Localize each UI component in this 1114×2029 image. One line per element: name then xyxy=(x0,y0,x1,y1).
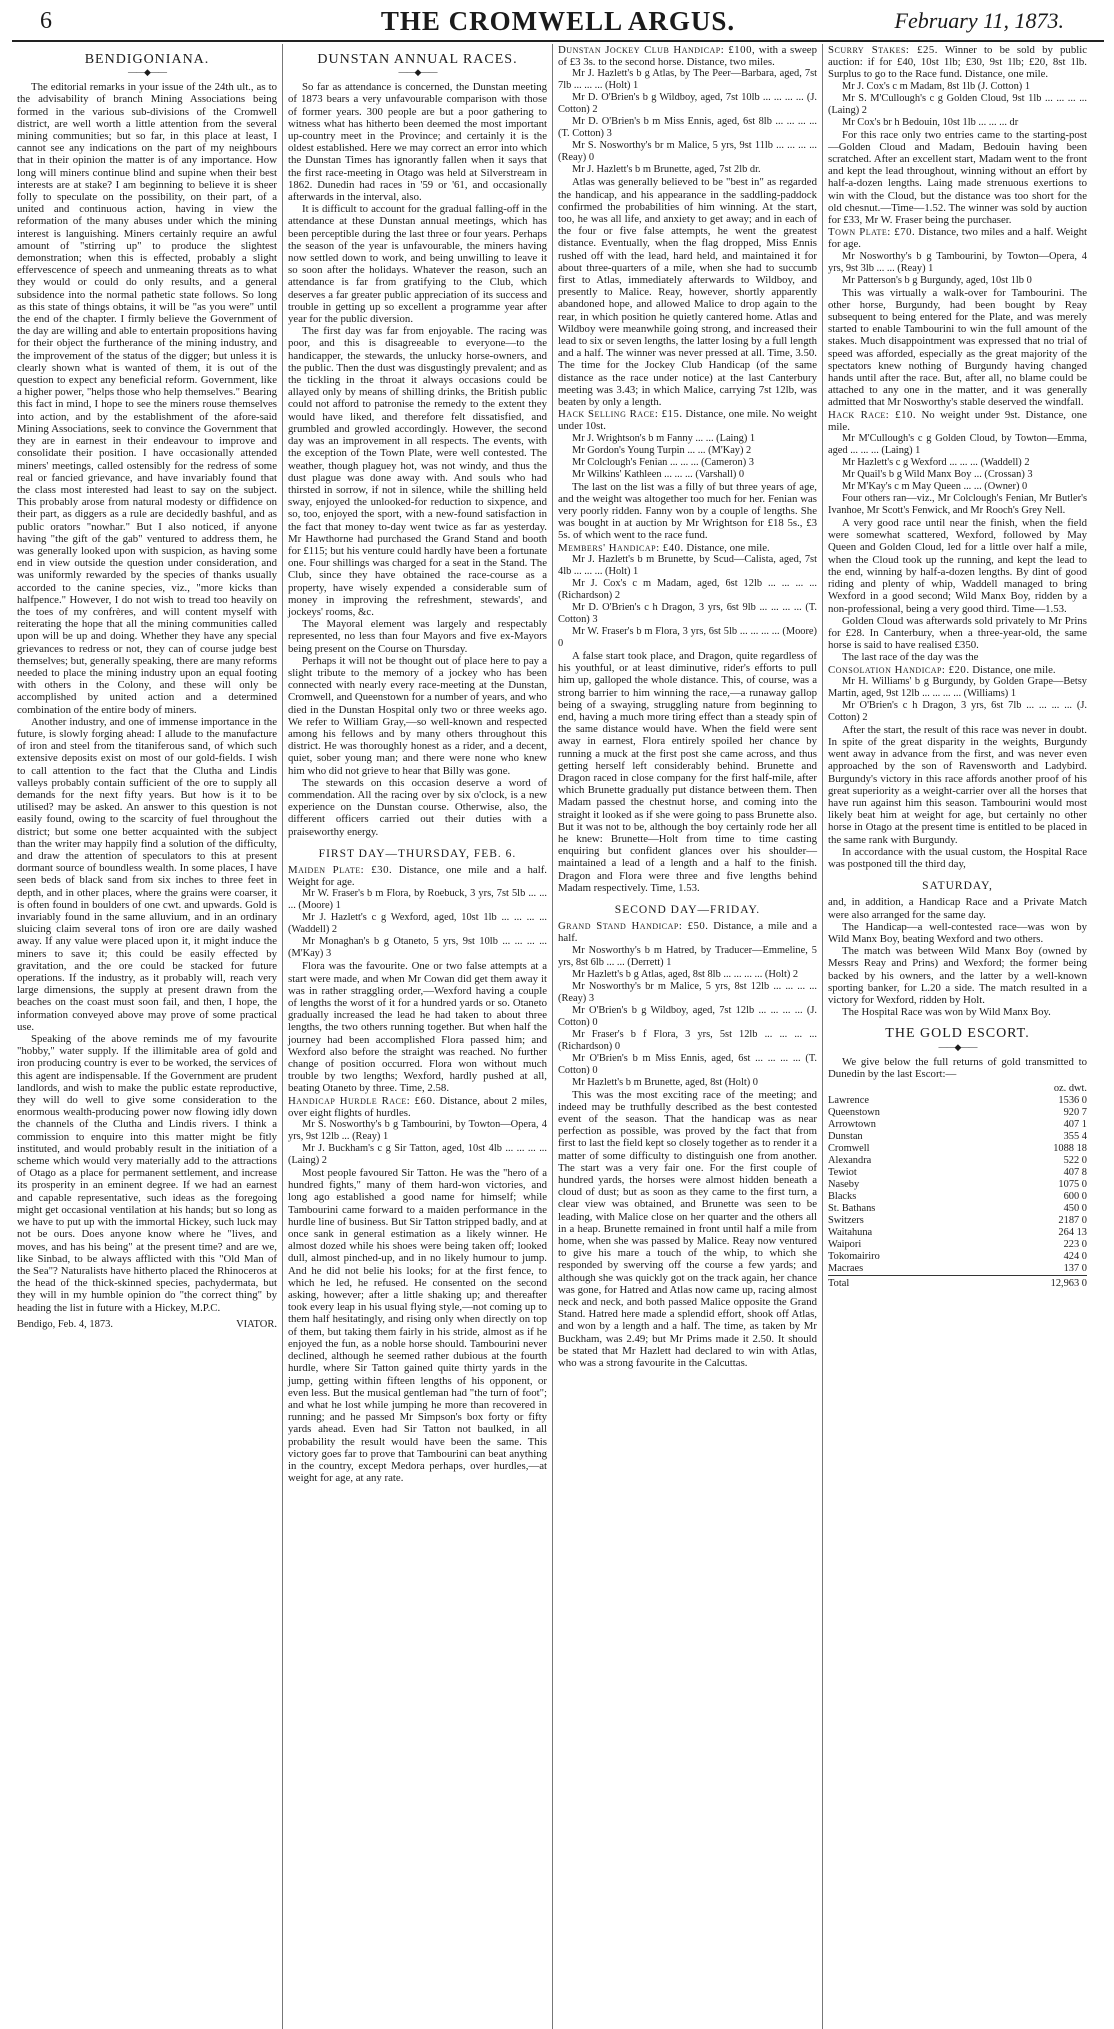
gold-amount: 264 13 xyxy=(1058,1227,1087,1238)
race-heading xyxy=(288,1095,547,1119)
race-entry: Mr M'Kay's c m May Queen ... ... (Owner) 0 xyxy=(842,481,1028,493)
race-entry: Mr Nosworthy's br m Malice, 5 yrs, 8st 12lb ... ... ... ... (Reay) 3 xyxy=(558,980,817,1004)
race-title: Grand Stand Handicap: £50. xyxy=(558,920,709,933)
race-report: Flora was the favourite. One or two false attempts at a start were made, and when Mr Cowan did get them away it was in rather straggling order,—Wexford having a couple of lengths the worst of it for a hundred yards or so. Otaneto gradually increased the lead he had taken to about three lengths, the two others running together. But when half the journey had been accomplished Flora passed him; and Wexford also before the straight was reached. No further change of position occurred. Flora won without much trouble by two lengths; Wexford, hardly pushed at all, beating Otaneto by three. Time, 2.58. xyxy=(288,960,547,1095)
race-report: A false start took place, and Dragon, quite regardless of his youthful, or at least diminutive, rider's efforts to pull him up, galloped the whole distance. This, of course, was a strong barrier to him winning the race,—a runaway gallop being of a swaying, struggling nature from beginning to end, having a much more tiring effect than a steady spin of the same distance would have. When the field were sent away in earnest, Flora entirely spoiled her chance by running a muck at the first post she came across, and thus getting herself left considerably behind. Brunette and Dragon raced in close company for the first half-mile, after which Brunette gradually put distance between them. Then Madam passed the chestnut horse, and coming into the straight it looked as if she were going to pass Brunette also. But it was not to be, although the boy certainly rode her all he knew: Brunette—Holt from time to time casting enquiring but confident glances over his shoulder—maintained a lead of a length and a half to the finish. Dragon and Flora were three and five lengths behind Madam respectively. Time, 1.53. xyxy=(558,649,817,894)
race-entry: Mr Hazlett's b g Atlas, aged, 8st 8lb ... ... ... ... (Holt) 2 xyxy=(572,968,799,980)
race-entry: Mr Fraser's b f Flora, 3 yrs, 5st 12lb ... ... ... ... (Richardson) 0 xyxy=(558,1028,817,1052)
race-heading xyxy=(558,920,817,944)
race-entry: Mr J. Hazlett's c g Wexford, aged, 10st 1lb ... ... ... ... (Waddell) 2 xyxy=(288,912,547,936)
race-terms: Winner to be sold by public auction: if for £40, 10st 1lb; £30, 9st 1lb; £20, 8st 1lb. Surplus to go to the Race fund. Distance, one mile. xyxy=(828,44,1088,81)
race-title: Hack Selling Race: £15. xyxy=(558,408,683,421)
gold-place: Blacks xyxy=(828,1191,857,1202)
races-title: DUNSTAN ANNUAL RACES. xyxy=(317,52,518,67)
race-report: A very good race until near the finish, when the field were somewhat scattered, Wexford, followed by May Queen and Golden Cloud, led for a little over half a mile, when the Cloud took up the running, and kept the lead to the end, winning by half-a-dozen lengths. By dint of good riding and plenty of whip, Waddell managed to bring Wexford in a good second; Wild Manx Boy, ridden by a non-professional, being a very good third. Time—1.53. xyxy=(828,517,1087,615)
gold-place: St. Bathans xyxy=(828,1203,876,1214)
column-1 xyxy=(12,44,282,2029)
gold-amount: 407 8 xyxy=(1063,1167,1087,1178)
race-title: Hack Race: £10. xyxy=(828,408,917,421)
gold-unit: oz. dwt. xyxy=(1053,1083,1087,1094)
race-report: This was virtually a walk-over for Tambourini. The other horse, Burgundy, had been bought by Reay subsequent to being entered for the Plate, and was merely started to enable Tambourini to win the full amount of the stakes. Much disappointment was expressed that no trial of speed was afforded, especially as the great majority of the spectators knew nothing of Burgundy having changed hands until after the race. But, after all, no blame could be attached to any one in the matter, and it was generally admitted that Mr Nosworthy's stable deserved the windfall. xyxy=(828,286,1087,409)
gold-place: Dunstan xyxy=(828,1131,863,1142)
table-row xyxy=(828,1203,1087,1215)
race-title: Members' Handicap: £40. xyxy=(558,541,684,554)
race-entry: Mr D. O'Brien's c h Dragon, 3 yrs, 6st 9lb ... ... ... ... (T. Cotton) 3 xyxy=(558,601,817,625)
race-report: This was the most exciting race of the meeting; and indeed may be truthfully described as the best contested event of the season. That the handicap was as near perfection as possible, was proved by the fact that from first to last the field kept so closely together as to render it a matter of some difficulty to distinguish one from another. The start was a very fair one. For the first couple of hundred yards, the horses were almost hidden beneath a cloud of dust; but as soon as they came to the first turn, a clear view was obtained, and Brunette was seen to be leading, with Malice close on her quarter and the others all in a heap. Brunette remained in front until half a mile from home, when she was passed by Malice. Reay now ventured to give his mare a touch of the whip, to which she responded by swerving off the course a few yards; and although she was quickly got on the track again, her chance was gone, for Hatred and Atlas now came up, racing almost neck and neck, and both passed Malice opposite the Grand Stand. Hatred here made a splendid effort, shook off Atlas, and won by a length and a half. The time, as taken by Mr Buckham, was 2.49; but Mr Prims made it 2.50. It should be stated that Mr Hazlett had declared to win with Atlas, who was a strong favourite in the Calcuttas. xyxy=(558,1088,817,1370)
race-entry: Mr J. Hazlett's b m Brunette, by Scud—Calista, aged, 7st 4lb ... ... ... (Holt) 1 xyxy=(558,553,817,577)
gold-amount: 355 4 xyxy=(1063,1131,1087,1142)
race-heading xyxy=(828,409,1087,433)
race-entry: Mr Hazlett's c g Wexford ... ... ... (Waddell) 2 xyxy=(842,457,1030,469)
gold-place: Switzers xyxy=(828,1215,864,1226)
race-terms: Distance, one mile. xyxy=(972,663,1056,676)
signoff xyxy=(17,1319,277,1331)
gold-place: Macraes xyxy=(828,1263,864,1274)
saturday-paragraph: The Handicap—a well-contested race—was won by Wild Manx Boy, beating Wexford and two others. xyxy=(828,920,1087,945)
issue-date: February 11, 1873. xyxy=(894,8,1064,33)
column-3 xyxy=(552,44,822,2029)
race-entry: Mr M'Cullough's c g Golden Cloud, by Towton—Emma, aged ... ... ... (Laing) 1 xyxy=(828,433,1087,457)
race-entry: Mr O'Brien's b g Wildboy, aged, 7st 12lb ... ... ... ... (J. Cotton) 0 xyxy=(558,1004,817,1028)
gold-total-row xyxy=(828,1276,1087,1291)
gold-place: Naseby xyxy=(828,1179,860,1190)
column-4 xyxy=(822,44,1092,2029)
gold-amount: 223 0 xyxy=(1063,1239,1087,1250)
page-number: 6 xyxy=(40,8,52,34)
table-row xyxy=(828,1107,1087,1119)
signature: VIATOR. xyxy=(236,1318,277,1330)
race-report: Golden Cloud was afterwards sold privately to Mr Prins for £28. In Canterbury, when a three-year-old, the same horse is said to have realised £350. xyxy=(828,614,1087,652)
gold-place: Tokomairiro xyxy=(828,1251,880,1262)
race-terms: Distance, one mile and a half. Weight for age. xyxy=(288,864,547,889)
gold-place: Tewiot xyxy=(828,1167,857,1178)
race-terms: Distance, one mile. xyxy=(686,541,770,554)
gold-amount: 522 0 xyxy=(1063,1155,1087,1166)
first-day-heading: FIRST DAY—THURSDAY, FEB. 6. xyxy=(318,847,517,860)
race-entry: Mr O'Brien's c h Dragon, 3 yrs, 6st 7lb ... ... ... ... (J. Cotton) 2 xyxy=(828,699,1087,723)
race-heading xyxy=(558,542,817,554)
race-title: Maiden Plate: £30. xyxy=(288,864,393,876)
race-terms: Distance, about 2 miles, over eight flights of hurdles. xyxy=(288,1094,548,1119)
bendigo-paragraph: Speaking of the above reminds me of my favourite "hobby," water supply. If the illimitable area of gold and iron producing country is ever to be worked, the services of this agent are indispensable. If the Government are prudent landlords, and wish to make the public estate reproductive, they will do well to give some consideration to the enormous wealth-producing power now flowing idly down the channels of the Clutha and Lindis rivers. I think a commission to enquire into this matter might be fitly instituted, and would probably result in the initiation of a scheme which would very materially add to the attractions of Otago as a place for permanent settlement, and increase its prosperity in an eminent degree. If we had an earnest and capable representative, such ideas as the foregoing might get occasional ventilation at his hands; but so long as we have to put up with the immortal Hickey, such luck may not be ours. Does anyone know where he "lives, and moves, and has his being" at the present time? and are we, like Sinbad, to be always afflicted with this "Old Man of the Sea"? Naturalists have hitherto placed the Rhinoceros at the head of the thick-skinned species, pachydermata, but they will in my humble opinion do "the correct thing" by heading the list in future with a Hickey, M.P.C. xyxy=(17,1033,277,1314)
table-row xyxy=(828,1095,1087,1107)
gold-amount: 1075 0 xyxy=(1058,1179,1087,1190)
gold-total: 12,963 0 xyxy=(980,1276,1087,1291)
race-entry: Mr Quail's b g Wild Manx Boy ... (Crossan) 3 xyxy=(842,469,1033,481)
race-entry: Mr S. Nosworthy's b g Tambourini, by Towton—Opera, 4 yrs, 9st 12lb ... (Reay) 1 xyxy=(288,1119,547,1143)
races-paragraph: The first day was far from enjoyable. The racing was poor, and this is disagreeable to everyone—to the handicapper, the stewards, the unlucky horse-owners, and the public. Then the dust was disgustingly prevalent; and as the tickling in the throat it always occasions could be allayed only by means of shilling drinks, the British public could not afford to patronise the remedy to the extent they would have liked, and therefore felt dissatisfied, and grumbled and growled accordingly. However, the second day was an improvement in all respects. The events, with the exception of the Town Plate, were well contested. The weather, though plaguey hot, was not windy, and thus the dust plague was done away with. And souls who had thirsted in sorrow, if not in silence, while the shilling held sway, enjoyed the unlooked-for reduction to sixpence, and so, too, enjoyed the sport, with a new-found satisfaction in the fact that money to-day went twice as far as yesterday. Mr Hawthorne had purchased the Grand Stand and booth for £115; but his venture could hardly have been a fortunate one. Four shillings was charged for a seat in the Stand. The Club, since they have obtained the race-course as a property, have wisely expended a considerable sum of money in improving the refreshment, stewards', and jockeys' rooms, &c. xyxy=(288,325,547,618)
table-row xyxy=(828,1131,1087,1143)
race-title: Town Plate: £70. xyxy=(828,226,916,239)
gold-amount: 407 1 xyxy=(1063,1119,1087,1130)
saturday-paragraph: The Hospital Race was won by Wild Manx Boy. xyxy=(842,1006,1051,1019)
race-entry: Mr W. Fraser's b m Flora, by Roebuck, 3 yrs, 7st 5lb ... ... ... (Moore) 1 xyxy=(288,888,547,912)
saturday-paragraph: and, in addition, a Handicap Race and a Private Match were also arranged for the same day. xyxy=(828,896,1087,921)
race-entry: Mr J. Wrightson's b m Fanny ... ... (Laing) 1 xyxy=(572,432,756,444)
race-heading xyxy=(828,226,1087,250)
race-report: For this race only two entries came to the starting-post—Golden Cloud and Madam, Bedouin having been scratched. After an excellent start, Madam went to the front and kept the lead throughout, winning without an effort by half-a-dozen lengths. Laing made strenuous exertions to win with the Cloud, but the distance was too short for the old chesnut.—Time—1.52. The winner was sold by auction for £33, Mr W. Fraser being the purchaser. xyxy=(828,128,1087,227)
table-row xyxy=(828,1119,1087,1131)
races-paragraph: The Mayoral element was largely and respectably represented, no less than four Mayors and five ex-Mayors being present on the Course on Thursday. xyxy=(288,618,547,655)
gold-place: Waipori xyxy=(828,1239,862,1250)
race-title: Scurry Stakes: £25. xyxy=(828,44,938,56)
second-day-heading: SECOND DAY—FRIDAY. xyxy=(614,903,761,916)
race-entry: Mr W. Fraser's b m Flora, 3 yrs, 6st 5lb ... ... ... ... (Moore) 0 xyxy=(558,625,817,649)
races-paragraph: It is difficult to account for the gradual falling-off in the attendance at these Dunstan annual meetings, which has been perceptible during the last three or four years. Perhaps the season of the year is unfavourable, the miners having now settled down to work, and being unwilling to leave it so soon after the holidays. Whatever the reason, such an attendance is far from gratifying to the Club, which deserves a far greater public appreciation of its success and trouble in getting up so excellent a programme year after year for the public diversion. xyxy=(288,203,547,326)
race-entry: Mr D. O'Brien's b m Miss Ennis, aged, 6st 8lb ... ... ... ... (T. Cotton) 3 xyxy=(558,116,817,140)
race-heading xyxy=(828,44,1087,81)
race-entry: Mr Wilkins' Kathleen ... ... ... (Varshall) 0 xyxy=(572,468,745,480)
gold-place: Waitahuna xyxy=(828,1227,873,1238)
race-entry: Mr Cox's br h Bedouin, 10st 1lb ... ... ... dr xyxy=(842,116,1019,128)
race-terms: Distance, two miles and a half. Weight for age. xyxy=(828,226,1088,251)
race-entry: Mr J. Buckham's c g Sir Tatton, aged, 10st 4lb ... ... ... ... (Laing) 2 xyxy=(288,1143,547,1167)
gold-intro: We give below the full returns of gold transmitted to Dunedin by the last Escort:— xyxy=(828,1055,1087,1080)
race-report: In accordance with the usual custom, the Hospital Race was postponed till the third day, xyxy=(828,845,1087,870)
race-entry: Mr S. Nosworthy's br m Malice, 5 yrs, 9st 11lb ... ... ... ... (Reay) 0 xyxy=(558,140,817,164)
race-entry: Mr D. O'Brien's b g Wildboy, aged, 7st 10lb ... ... ... ... (J. Cotton) 2 xyxy=(558,92,817,116)
race-entry: Mr S. M'Cullough's c g Golden Cloud, 9st 1lb ... ... ... ... (Laing) 2 xyxy=(828,92,1087,116)
saturday-heading: SATURDAY, xyxy=(922,880,993,893)
races-paragraph: So far as attendance is concerned, the Dunstan meeting of 1873 bears a very unfavourable comparison with those of former years. 300 people are but a poor gathering to witness what has hitherto been deemed the most important up-country meet in the Province; and certainly it is the oldest established. Here we may correct an error into which the Dunstan Times has ignorantly fallen when it says that the first race-meeting in Otago was held at Silverstream in 1862. Dunedin had races in '59 or '61, and occasionally afterwards in the interval, also. xyxy=(288,81,547,204)
races-paragraph: The stewards on this occasion deserve a word of commendation. All the racing over by six o'clock, is a new experience on the Dunstan course. Otherwise, also, the different officers carried out their duties with a praiseworthy energy. xyxy=(288,776,547,838)
title-rule: ——◆—— xyxy=(938,1041,977,1052)
gold-place: Alexandra xyxy=(828,1155,872,1166)
race-terms: No weight under 9st. Distance, one mile. xyxy=(828,408,1087,433)
columns xyxy=(12,44,1104,2029)
bendigo-paragraph: Another industry, and one of immense importance in the future, is slowly forging ahead: I allude to the manufacture of iron and steel from the titaniferous sand, of which such extensive deposits exist on most of our gold-fields. I wish to call attention to the fact that the Clutha and Lindis valleys probably contain sufficient of the ore to supply all demands for the next fifty years. But how is it to be utilised? may be asked. An answer to this question is not easily found, owing to the scarcity of fuel throughout the district; but some one better acquainted with the subject than the writer may happily find a solution of the difficulty, and draw the attention of speculators to this at present dormant source of boundless wealth. In some places, I have seen beds of black sand from six inches to three feet in depth, and in other places, where the grains were coarser, it is often found in boulders of one cwt. and upwards. Gold is invariably found in the same alluvium, and in an ordinary sluicing claim several tons of iron ore are daily washed away. If any value were placed upon it, it might induce the miners to save it; this could be easily effected by gravitation, and the ore could be stacked for future operations. If the industry, as it probably will, reach very large dimensions, the supply at present drawn from the beaches on the coast must soon fail, and then, I hope, the information conveyed above may prove of some practical use. xyxy=(17,715,277,1033)
newspaper-title: THE CROMWELL ARGUS. xyxy=(380,6,736,36)
table-row xyxy=(828,1167,1087,1179)
race-title: Consolation Handicap: £20. xyxy=(828,663,970,676)
race-entry: Mr J. Hazlett's b g Atlas, by The Peer—Barbara, aged, 7st 7lb ... ... ... (Holt) 1 xyxy=(558,68,817,92)
title-rule: ——◆—— xyxy=(398,67,437,78)
table-row xyxy=(828,1251,1087,1263)
gold-escort-title: THE GOLD ESCORT. xyxy=(885,1026,1030,1042)
bendigo-paragraph: The editorial remarks in your issue of the 24th ult., as to the advisability of branch Mining Associations being formed in the various sub-divisions of the Cromwell district, are well worth a little attention from the several mining communities; but so far, in this place at least, I cannot see any indications on the part of my neighbours that in their opinion the matter is of any importance. How long will miners continue blind and supine when their best interests are at stake? I am beginning to believe it is sheer folly to speculate on the possibility, on their part, of a united and continuous action, having in view the reformation of the many abuses under which the mining interest is languishing. Miners certainly require an awful amount of "stirring up" to produce the slightest demonstration; when this is effected, probably a slight effervescence of speech and unmeaning threats as to what they would or could do only results, and a general subsidence into the normal pathetic state follows. So long as this state of things obtains, it will be "as you were" until the end of the chapter. I firmly believe the Government of the day are willing and able to entertain propositions having for their object the furtherance of the mining industry, and the improvement of the status of the digger; but unless it is clearly shown what is wanted of them, it is out of the question to expect any beneficial reform. Government, like a higher power, "helps those who help themselves." Bearing this fact in mind, I hope to see the miners rouse themselves into action, and by the establishment of the afore-said Mining Associations, seek to convince the Government that they are in earnest in their endeavour to improve and consolidate their position. I have occasionally attended miners' meetings, called ostensibly for the redress of some real or fancied grievance, and have invariably found that the class most interested had least to say on the subject. This probably arose from natural modesty or diffidence on their part, as diggers as a rule are decidedly bashful, and as public orators "nowhar." But I also noticed, if anyone having "the gift of the gab" ventured to address them, he was generally looked upon with suspicion, as having some end in view outside the question under consideration, and was uniformly rewarded by the species of thanks usually accorded to the canine species, viz., "more kicks than halfpence." However, I do not wish to tread too heavily on the toes of my confrères, and will content myself with reiterating the hope that all the mining communities called upon will be up and doing. Whether they have any special grievances to redress or not, they can of course judge best themselves; but, generally speaking, there are many reforms needed to place the mining industry upon an equal footing with others in the Colony, and these will only be accomplished by united action and a determined combination of the entire body of miners. xyxy=(17,81,277,716)
race-entry: Mr Monaghan's b g Otaneto, 5 yrs, 9st 10lb ... ... ... ... (M'Kay) 3 xyxy=(288,936,547,960)
race-report: After the start, the result of this race was never in doubt. In spite of the great disparity in the weights, Burgundy went away in advance from the first, and was never even approached by the son of Ravensworth and Ladybird. Burgundy's victory in this race affords another proof of his great superiority as a weight-carrier over all the horses that have run against him this season. Tambourini would most likely beat him at weight for age, but certainly no other horse in Otago at the present time is entitled to be placed in the same rank with Burgundy. xyxy=(828,723,1087,846)
gold-amount: 1088 18 xyxy=(1053,1143,1087,1154)
gold-place: Queenstown xyxy=(828,1107,880,1118)
gold-amount: 920 7 xyxy=(1063,1107,1087,1118)
races-paragraph: Perhaps it will not be thought out of place here to pay a slight tribute to the memory of a jockey who has been connected with nearly every race-meeting at the Dunstan, Cromwell, and Queenstown for a number of years, and who died in the Dunstan Hospital only two or three weeks ago. We refer to William Gray,—so well-known and respected among his fellows and by many others throughout this district. He was thoroughly honest as a rider, and a decent, quiet, sober young man; and there were none who knew him who did not grieve to hear that Billy was gone. xyxy=(288,654,547,777)
gold-amount: 424 0 xyxy=(1063,1251,1087,1262)
gold-place: Cromwell xyxy=(828,1143,870,1154)
race-entry: Mr J. Cox's c m Madam, 8st 1lb (J. Cotton) 1 xyxy=(842,80,1031,92)
race-heading xyxy=(558,408,817,432)
race-terms: Distance, a mile and a half. xyxy=(558,920,817,945)
masthead xyxy=(12,0,1104,42)
table-row xyxy=(828,1239,1087,1251)
column-2 xyxy=(282,44,552,2029)
table-row xyxy=(828,1179,1087,1191)
race-entry: Mr J. Cox's c m Madam, aged, 6st 12lb ... ... ... ... (Richardson) 2 xyxy=(558,577,817,601)
gold-amount: 2187 0 xyxy=(1058,1215,1087,1226)
bendigo-title: BENDIGONIANA. xyxy=(84,52,210,67)
table-row xyxy=(828,1263,1087,1276)
race-entry: Mr Nosworthy's b g Tambourini, by Towton—Opera, 4 yrs, 9st 3lb ... ... (Reay) 1 xyxy=(828,250,1087,274)
race-entry: Mr Nosworthy's b m Hatred, by Traducer—Emmeline, 5 yrs, 8st 6lb ... ... (Derrett) 1 xyxy=(558,944,817,968)
race-entry: Mr O'Brien's b m Miss Ennis, aged, 6st ... ... ... ... (T. Cotton) 0 xyxy=(558,1052,817,1076)
table-row xyxy=(828,1191,1087,1203)
race-heading xyxy=(288,864,547,888)
race-report: The last on the list was a filly of but three years of age, and the weight was altogether too much for her. Fenian was very poorly ridden. Fanny won by a couple of lengths. She was bought in at auction by Mr Wrightson for £18 5s., £3 5s. of which went to the race fund. xyxy=(558,480,817,542)
gold-amount: 600 0 xyxy=(1063,1191,1087,1202)
race-entry: Mr J. Hazlett's b m Brunette, aged, 7st 2lb dr. xyxy=(572,164,761,176)
race-heading xyxy=(558,44,817,68)
table-row xyxy=(828,1155,1087,1167)
dateline: Bendigo, Feb. 4, 1873. xyxy=(17,1318,113,1330)
gold-place: Lawrence xyxy=(828,1095,869,1106)
title-rule: ——◆—— xyxy=(128,67,166,78)
race-entry: Mr Hazlett's b m Brunette, aged, 8st (Holt) 0 xyxy=(572,1076,758,1088)
table-row xyxy=(828,1227,1087,1239)
gold-amount: 450 0 xyxy=(1063,1203,1087,1214)
race-entry: Mr Patterson's b g Burgundy, aged, 10st 1lb 0 xyxy=(842,274,1032,286)
gold-unit-row xyxy=(828,1083,1087,1095)
saturday-paragraph: The match was between Wild Manx Boy (owned by Messrs Reay and Prins) and Wexford; the former being backed by his owners, and the latter by a well-known sporting banker, for L.20 a side. The match resulted in a victory for Wexford, ridden by Holt. xyxy=(828,945,1087,1006)
race-entry: Mr Gordon's Young Turpin ... ... (M'Kay) 2 xyxy=(572,444,752,456)
race-terms: with a sweep of £3 3s. to the second horse. Distance, two miles. xyxy=(558,44,817,69)
gold-amount: 137 0 xyxy=(1063,1263,1087,1274)
gold-total-label: Total xyxy=(828,1276,980,1291)
race-entry: Mr H. Williams' b g Burgundy, by Golden Grape—Betsy Martin, aged, 9st 12lb ... ... ... ... (Williams) 1 xyxy=(828,675,1087,699)
gold-table xyxy=(828,1083,1087,1290)
table-row xyxy=(828,1143,1087,1155)
race-entry: Mr Colclough's Fenian ... ... ... (Cameron) 3 xyxy=(572,456,754,468)
race-report: Most people favoured Sir Tatton. He was the "hero of a hundred fights," many of them hard-won victories, and long ago established a good name for himself; while Tambourini came forward to a maiden performance in the hurdle line of business. But Sir Tatton stripped badly, and at once sank in general estimation as a likely winner. He almost dozed while his shoes were being taken off; looked dull, almost pinched-up, and in no likely humour to jump. And he did not belie his looks; for at the first fence, to which he led, he refused. He consented on the second asking, however; after a little shaking up; and thereafter took every leap in his usual flying style,—not coming up to them half hesitatingly, and rising only when directly on top of them, but taking them fairly in his stride, almost as if he enjoyed the fun, as a noble horse should. Tambourini never declined, although he seemed rather dubious at the fourth hurdle, where Sir Tatton gained quite thirty yards in the jump, getting within fifteen lengths of his opponent, or even less. But the musical gentleman had "the turn of foot"; and what he lost while jumping he more than recovered in running; and he passed Mr Simpson's box forty or fifty yards ahead. Even had Sir Tatton not baulked, in all probability the result would have been the same. This victory goes far to prove that Tambourini can beat anything in the country, except Medora perhaps, over hurdles,—at weight for age, at any rate. xyxy=(288,1167,547,1485)
gold-place: Arrowtown xyxy=(828,1119,876,1130)
race-title: Handicap Hurdle Race: £60. xyxy=(288,1094,436,1107)
race-terms: Distance, one mile. No weight under 10st. xyxy=(558,408,818,433)
race-note: Four others ran—viz., Mr Colclough's Fenian, Mr Butler's Ivanhoe, Mr Scott's Fenwick, and Mr Rooch's Grey Nell. xyxy=(828,493,1087,517)
table-row xyxy=(828,1215,1087,1227)
race-heading xyxy=(828,664,1087,676)
gold-amount: 1536 0 xyxy=(1058,1095,1087,1106)
race-report: Atlas was generally believed to be "best in" as regarded the handicap, and his appearance in the saddling-paddock confirmed the probabilities of him winning. At the start, too, he was all life, and anxiety to get away; and in each of the four or five false attempts, he went the greatest distance. Eventually, when the flag dropped, Miss Ennis rushed off with the lead, hard held, and maintained it for about three-quarters of a mile, when she had to succumb first to Atlas, immediately afterwards to Wildboy, and presently to Malice. Reay, however, shortly apparently abandoned hope, and allowed Malice to drop again to the rear, in which position he quietly cantered home. Atlas and Wildboy were meanwhile going strong, and increased their lead to six or seven lengths, the latter losing by a full length and a half. The winner was never pressed at all. Time, 3.50. The time for the Jockey Club Handicap (of the same distance as the race under notice) at the last Canterbury meeting was 3.43; in which Malice, carrying 7st 12lb, was beaten by only a length. xyxy=(558,176,817,409)
race-title: Dunstan Jockey Club Handicap: £100, xyxy=(558,44,756,56)
race-intro: The last race of the day was the xyxy=(842,651,979,664)
